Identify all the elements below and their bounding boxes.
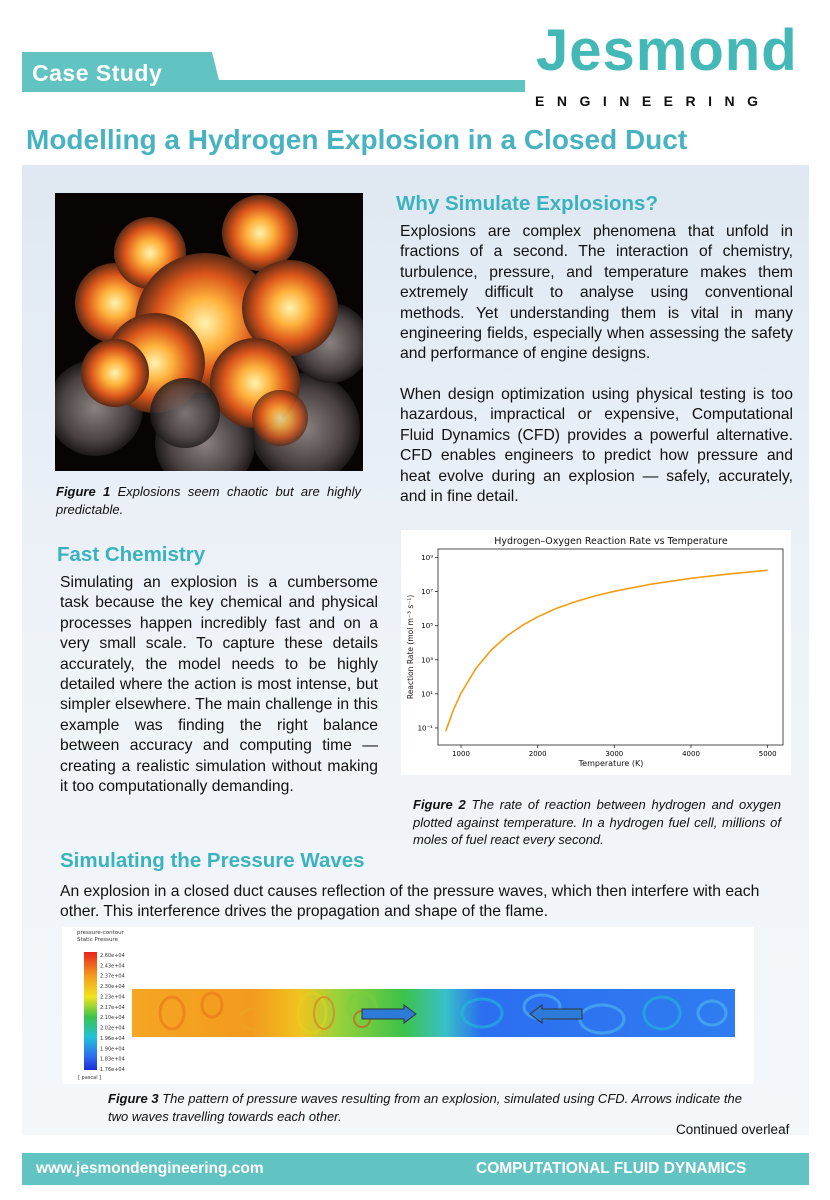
chart-y-tick-label: 10⁻¹	[417, 724, 433, 733]
figure-1-label: Figure 1	[56, 484, 111, 499]
cfd-legend-value: 1.90e+04	[100, 1046, 125, 1053]
cfd-legend-unit: [ pascal ]	[78, 1075, 102, 1081]
why-paragraph-2: When design optimization using physical testing is too hazardous, impractical or expensive, Computational Fluid Dynamics (CFD) provides a powerful alternative. CFD enables engineers to predict how pressure and heat evolve during an explosion — safely, accurately, and in fine detail.	[400, 386, 793, 506]
chemistry-heading: Fast Chemistry	[57, 543, 206, 566]
cfd-legend-value: 2.43e+04	[100, 963, 125, 970]
company-logo-subtitle: ENGINEERING	[535, 93, 771, 109]
footer-website[interactable]: www.jesmondengineering.com	[36, 1160, 264, 1177]
cfd-legend-value: 2.30e+04	[100, 984, 125, 991]
waves-paragraph: An explosion in a closed duct causes reflection of the pressure waves, which then interfere with each other. This interference drives the propagation and shape of the flame.	[60, 883, 760, 921]
explosion-illustration	[55, 193, 363, 471]
figure-3-label: Figure 3	[108, 1091, 159, 1106]
cfd-legend-value: 1.83e+04	[100, 1056, 125, 1063]
cfd-colorbar	[84, 952, 97, 1070]
chart-x-label: Temperature (K)	[578, 759, 644, 768]
chart-y-tick-label: 10¹	[421, 690, 433, 699]
chart-x-tick-label: 3000	[605, 750, 624, 758]
chart-x-tick-label: 5000	[758, 750, 777, 758]
chart-y-tick-label: 10⁷	[421, 588, 433, 597]
cfd-legend-value: 1.76e+04	[100, 1067, 125, 1073]
chart-y-tick-label: 10⁹	[421, 554, 433, 563]
continued-note: Continued overleaf	[676, 1122, 790, 1137]
reaction-rate-chart	[401, 530, 791, 775]
cfd-contour-svg	[62, 927, 754, 1084]
chart-x-tick-label: 2000	[528, 750, 547, 758]
waves-heading: Simulating the Pressure Waves	[60, 849, 365, 872]
cfd-legend-value: 2.60e+04	[100, 953, 125, 959]
figure-2-text: The rate of reaction between hydrogen and oxygen plotted against temperature. In a hydrogen fuel cell, millions of moles of fuel react every second.	[413, 797, 781, 847]
figure-2-caption	[413, 796, 781, 849]
cfd-legend-subtitle: Static Pressure	[77, 937, 118, 943]
cfd-legend-title: pressure-contour	[77, 930, 124, 936]
figure-1-caption	[56, 483, 361, 518]
company-logo: Jesmond	[536, 18, 798, 83]
cfd-legend-value: 2.10e+04	[100, 1015, 125, 1022]
chart-title: Hydrogen–Oxygen Reaction Rate vs Temperature	[494, 536, 728, 547]
chart-series-line	[446, 570, 768, 731]
header-rule	[190, 80, 525, 92]
footer-topic: COMPUTATIONAL FLUID DYNAMICS	[476, 1160, 747, 1177]
cfd-legend-value: 2.02e+04	[100, 1025, 125, 1032]
cfd-legend-value: 2.17e+04	[100, 1004, 125, 1011]
why-paragraph-1: Explosions are complex phenomena that unfold in fractions of a second. The interaction of chemistry, turbulence, pressure, and temperature makes them extremely difficult to analyse using conventional methods. Yet understanding them is vital in many engineering fields, especially when assessing the safety and performance of engine designs.	[400, 223, 793, 363]
cfd-legend-value: 1.96e+04	[100, 1035, 125, 1042]
figure-3-text: The pattern of pressure waves resulting from an explosion, simulated using CFD. Arrows indicate the two waves travelling towards each other.	[108, 1091, 742, 1124]
case-study-label: Case Study	[32, 60, 163, 86]
cfd-pressure-contour	[62, 927, 754, 1084]
chart-plot-frame	[438, 549, 783, 745]
chart-y-tick-label: 10⁵	[421, 622, 433, 631]
figure-2-label: Figure 2	[413, 797, 466, 812]
explosion-image	[55, 193, 363, 471]
chart-y-tick-label: 10³	[421, 656, 433, 665]
chart-y-label: Reaction Rate (mol m⁻³ s⁻¹)	[406, 594, 415, 700]
chart-x-tick-label: 1000	[452, 750, 470, 758]
page-title: Modelling a Hydrogen Explosion in a Closed Duct	[26, 124, 688, 155]
cfd-legend-value: 2.23e+04	[100, 994, 125, 1001]
chart-x-tick-label: 4000	[682, 750, 700, 758]
why-heading: Why Simulate Explosions?	[396, 192, 658, 215]
cfd-legend-value: 2.37e+04	[100, 973, 125, 980]
figure-3-caption	[108, 1090, 748, 1125]
chemistry-paragraph: Simulating an explosion is a cumbersome task because the key chemical and physical processes happen incredibly fast and on a very small scale. To capture these details accurately, the model needs to be highly detailed where the action is most intense, but simpler elsewhere. The main challenge in this example was finding the right balance between accuracy and computing time — creating a realistic simulation without making it too computationally demanding.	[60, 574, 378, 796]
figure-1-text: Explosions seem chaotic but are highly predictable.	[56, 484, 361, 517]
reaction-rate-chart-svg	[401, 530, 791, 775]
